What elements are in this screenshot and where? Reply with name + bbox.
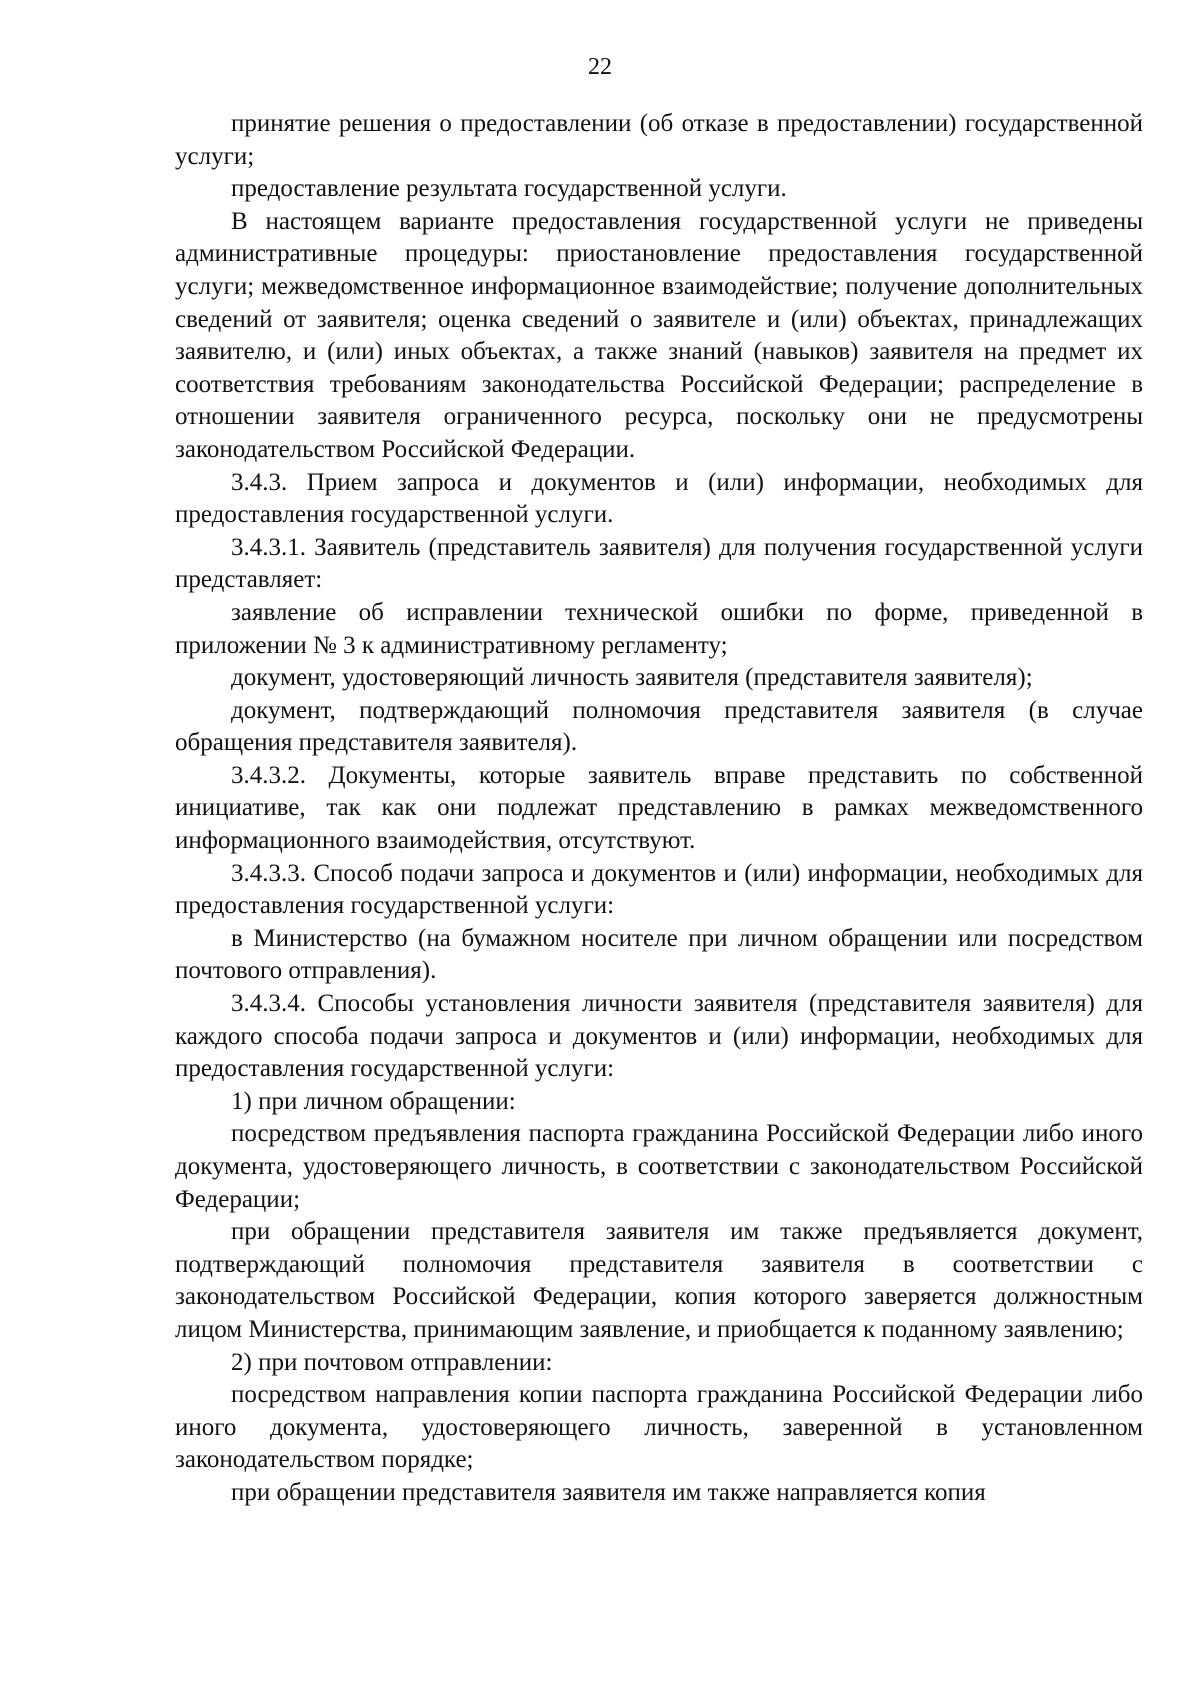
document-body [175, 108, 1143, 1510]
paragraph-3-4-3-2: 3.4.3.2. Документы, которые заявитель вправе представить по собственной инициативе, так как они подлежат представлению в рамках межведомственного информационного взаимодействия, отсутствуют. [175, 761, 1143, 855]
paragraph-3-4-3-4: 3.4.3.4. Способы установления личности заявителя (представителя заявителя) для каждого способа подачи запроса и документов и (или) информации, необходимых для предоставления государственной услуги: [175, 990, 1143, 1083]
paragraph-3-4-3-3: 3.4.3.3. Способ подачи запроса и документов и (или) информации, необходимых для предоставления государственной услуги: [175, 859, 1143, 920]
paragraph-application: заявление об исправлении технической ошибки по форме, приведенной в приложении № 3 к административному регламенту; [175, 598, 1143, 659]
paragraph-representative-copy: при обращении представителя заявителя им также направляется копия [231, 1478, 986, 1506]
paragraph-by-mail: 2) при почтовом отправлении: [231, 1348, 553, 1376]
paragraph-representative-presentation: при обращении представителя заявителя им также предъявляется документ, подтверждающий полномочия представителя заявителя в соответствии с законодательством Российской Федерации, копия которого заверяется должностным лицом Министерства, принимающим заявление, и приобщается к поданному заявлению; [175, 1218, 1143, 1343]
page-number: 22 [588, 54, 612, 80]
paragraph-not-included-procedures: В настоящем варианте предоставления государственной услуги не приведены административные процедуры: приостановление предоставления государственной услуги; межведомственное информационное взаимодействие; получение дополнительных сведений от заявителя; оценка сведений о заявителе и (или) объектах, принадлежащих заявителю, и (или) иных объектах, а также знаний (навыков) заявителя на предмет их соответствия требованиям законодательства Российской Федерации; распределение в отношении заявителя ограниченного ресурса, поскольку они не предусмотрены законодательством Российской Федерации. [175, 207, 1143, 463]
paragraph-3-4-3: 3.4.3. Прием запроса и документов и (или) информации, необходимых для предоставления государственной услуги. [175, 468, 1143, 529]
paragraph-decision: принятие решения о предоставлении (об отказе в предоставлении) государственной услуги; [175, 110, 1143, 170]
paragraph-3-4-3-1: 3.4.3.1. Заявитель (представитель заявителя) для получения государственной услуги представляет: [175, 533, 1143, 594]
paragraph-authority-document: документ, подтверждающий полномочия представителя заявителя (в случае обращения представителя заявителя). [175, 696, 1143, 757]
paragraph-identity-document: документ, удостоверяющий личность заявителя (представителя заявителя); [231, 664, 1033, 692]
paragraph-passport-presentation: посредством предъявления паспорта гражданина Российской Федерации либо иного документа, удостоверяющего личность, в соответствии с законодательством Российской Федерации; [175, 1120, 1143, 1213]
paragraph-result: предоставление результата государственной услуги. [231, 175, 787, 203]
paragraph-passport-copy: посредством направления копии паспорта гражданина Российской Федерации либо иного документа, удостоверяющего личность, заверенной в установленном законодательством порядке; [175, 1381, 1143, 1474]
paragraph-in-person: 1) при личном обращении: [231, 1087, 516, 1115]
paragraph-ministry: в Министерство (на бумажном носителе при личном обращении или посредством почтового отправления). [175, 924, 1143, 985]
